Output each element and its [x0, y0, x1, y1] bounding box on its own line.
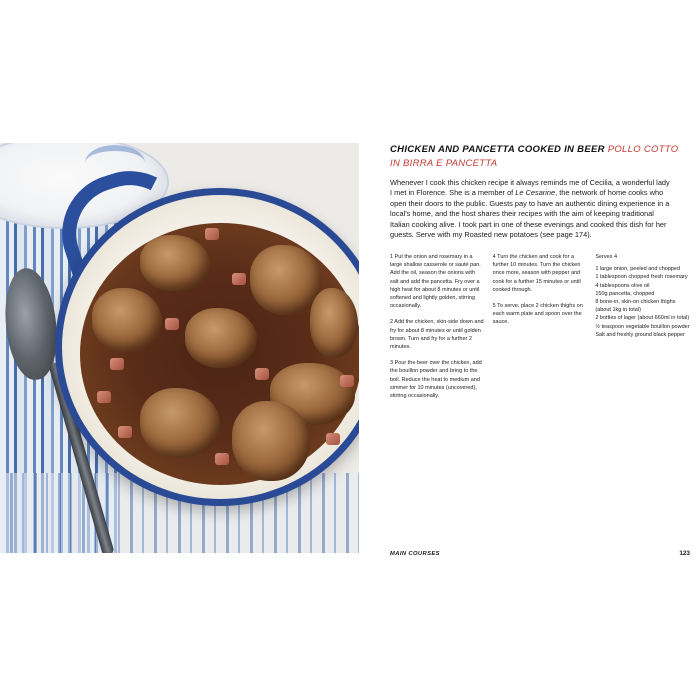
- method-step: 2 Add the chicken, skin-side down and fry for about 8 minutes or until golden brown. Turn and fry for a further 2 minutes.: [390, 319, 484, 351]
- page-number: 123: [679, 550, 690, 557]
- chicken-thigh: [185, 308, 257, 368]
- title-italian: POLLO COTTO IN BIRRA E PANCETTA: [390, 144, 679, 169]
- method-step: 4 Turn the chicken and cook for a further 10 minutes. Turn the chicken once more, season with pepper and cook for a further 15 minutes or until cooked through.: [492, 254, 581, 293]
- method-step: 5 To serve, place 2 chicken thighs on each warm plate and spoon over the sauce.: [492, 303, 583, 326]
- chicken-thigh: [140, 235, 210, 291]
- method-step: 3 Pour the beer over the chicken, add the bouillon powder and bring to the boil. Reduce the heat to medium and simmer for 10 minutes (uncovered), stirring occasionally.: [390, 360, 482, 400]
- method-column-2: [493, 253, 588, 408]
- ingredient-item: 4 tablespoons olive oil: [595, 282, 650, 289]
- chicken-thigh: [310, 288, 358, 358]
- pancetta-piece: [97, 391, 111, 403]
- ingredient-item: 150g pancetta, chopped: [595, 290, 655, 297]
- ingredient-item: 1 tablespoon chopped fresh rosemary: [595, 274, 688, 281]
- pancetta-piece: [340, 375, 354, 387]
- ingredients-list: [595, 253, 690, 408]
- chicken-thigh: [232, 401, 310, 481]
- method-step: 1 Put the onion and rosemary in a large shallow casserole or sauté pan. Add the oil, season the onions with salt and add the pancetta. Fry over a high heat for about 8 minutes or until softened and lightly golden, stirring occasionally.: [390, 254, 481, 310]
- method-column-1: [390, 253, 485, 408]
- pancetta-piece: [326, 433, 340, 445]
- recipe-page: [390, 143, 690, 563]
- pancetta-piece: [118, 426, 132, 438]
- method-columns: [390, 253, 690, 408]
- pancetta-piece: [110, 358, 124, 370]
- ingredient-item: Salt and freshly ground black pepper: [595, 331, 685, 338]
- cookbook-spread: [0, 143, 700, 563]
- pancetta-piece: [232, 273, 246, 285]
- chicken-thigh: [140, 388, 220, 458]
- intro-text: Whenever I cook this chicken recipe it always reminds me of Cecilia, a wonderful lady I met in Florence. She is a member of: [390, 178, 670, 198]
- chicken-thigh: [92, 288, 162, 352]
- ingredient-item: ½ teaspoon vegetable bouillon powder: [595, 323, 690, 330]
- ingredient-item: 1 large onion, peeled and chopped: [595, 266, 681, 273]
- serves-label: Serves 4: [595, 254, 618, 260]
- intro-emphasis: Le Cesarine: [515, 188, 556, 198]
- intro-text: , the network of home cooks who open their doors to the public. Guests pay to have an authentic dining experience in a local's home, and the host shares their recipes with the aim of keeping traditional Italian cooking alive. I took part in one of these evenings and cooked this dish for her guests. Serve with my Roasted new potatoes (see page 174).: [390, 188, 670, 240]
- dish-photo: [0, 143, 359, 553]
- section-label: MAIN COURSES: [390, 551, 440, 557]
- pancetta-piece: [255, 368, 269, 380]
- pancetta-piece: [215, 453, 229, 465]
- ingredient-item: 2 bottles of lager (about 660ml in total): [595, 315, 690, 322]
- pancetta-piece: [165, 318, 179, 330]
- recipe-title: [390, 143, 690, 171]
- ingredient-item: 8 bone-in, skin-on chicken thighs (about 1kg in total): [595, 299, 676, 314]
- recipe-intro: [390, 178, 672, 240]
- pancetta-piece: [205, 228, 219, 240]
- title-english: CHICKEN AND PANCETTA COOKED IN BEER: [390, 144, 605, 155]
